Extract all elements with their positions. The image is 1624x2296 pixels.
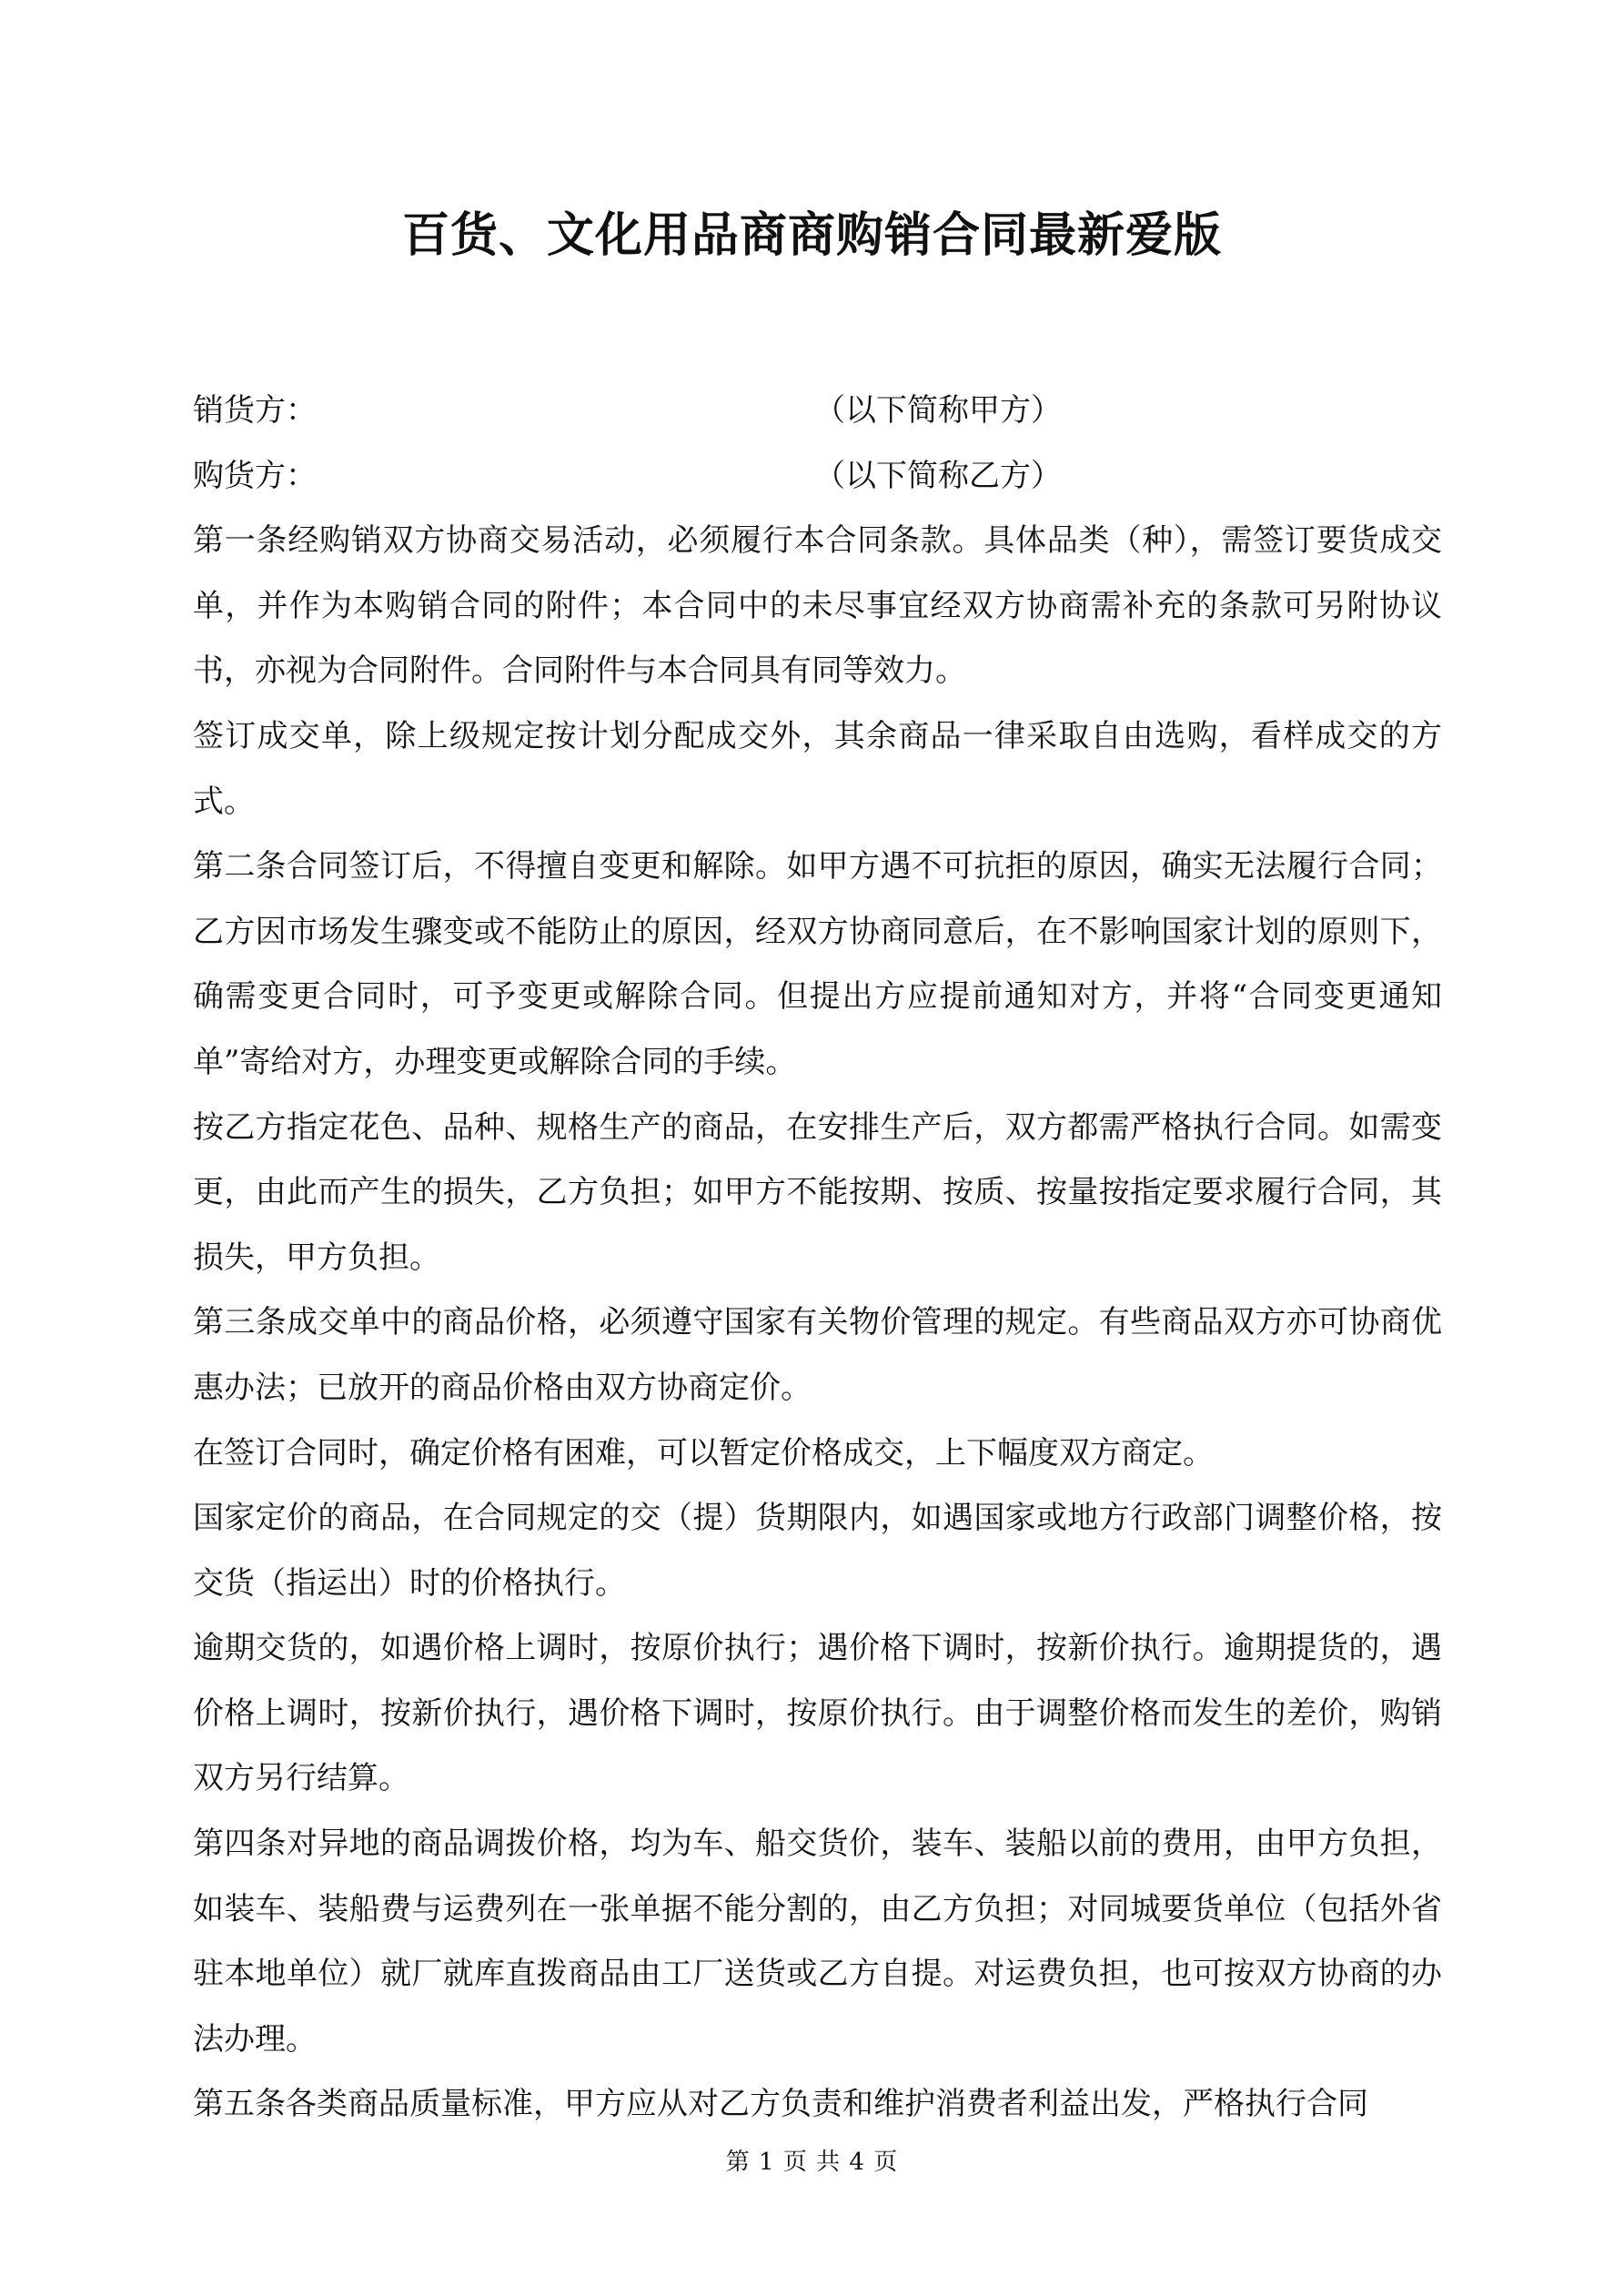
document-title: 百货、文化用品商商购销合同最新爱版 [401, 207, 1222, 263]
party-row-buyer [193, 444, 1442, 510]
paragraph-state-price: 国家定价的商品，在合同规定的交（提）货期限内，如遇国家或地方行政部门调整价格，按交货（指运出）时的价格执行。 [193, 1500, 1442, 1602]
paragraph-article-5: 第五条各类商品质量标准，甲方应从对乙方负责和维护消费者利益出发，严格执行合同 [193, 2086, 1368, 2123]
paragraph-order-method: 签订成交单，除上级规定按计划分配成交外，其余商品一律采取自由选购，看样成交的方式。 [193, 717, 1442, 820]
paragraph-custom-production: 按乙方指定花色、品种、规格生产的商品，在安排生产后，双方都需严格执行合同。如需变更，由此而产生的损失，乙方负担；如甲方不能按期、按质、按量按指定要求履行合同，其损失，甲方负担。 [193, 1108, 1442, 1276]
page-footer: 第 1 页 共 4 页 [725, 2149, 899, 2176]
party-row-seller [193, 379, 1442, 444]
seller-note: （以下简称甲方） [814, 392, 1062, 429]
buyer-label: 购货方： [193, 457, 317, 494]
seller-label: 销货方： [193, 392, 317, 429]
document-body [193, 379, 1442, 2138]
paragraph-article-1: 第一条经购销双方协商交易活动，必须履行本合同条款。具体品类（种），需签订要货成交单，并作为本购销合同的附件；本合同中的未尽事宜经双方协商需补充的条款可另附协议书，亦视为合同附件。合同附件与本合同具有同等效力。 [193, 522, 1442, 690]
paragraph-article-4: 第四条对异地的商品调拨价格，均为车、船交货价，装车、装船以前的费用，由甲方负担，如装车、装船费与运费列在一张单据不能分割的，由乙方负担；对同城要货单位（包括外省驻本地单位）就厂就库直拨商品由工厂送货或乙方自提。对运费负担，也可按双方协商的办法办理。 [193, 1826, 1442, 2058]
paragraph-overdue-price: 逾期交货的，如遇价格上调时，按原价执行；遇价格下调时，按新价执行。逾期提货的，遇价格上调时，按新价执行，遇价格下调时，按原价执行。由于调整价格而发生的差价，购销双方另行结算。 [193, 1630, 1442, 1797]
paragraph-tentative-price: 在签订合同时，确定价格有困难，可以暂定价格成交，上下幅度双方商定。 [193, 1434, 1214, 1472]
paragraph-article-3: 第三条成交单中的商品价格，必须遵守国家有关物价管理的规定。有些商品双方亦可协商优惠办法；已放开的商品价格由双方协商定价。 [193, 1304, 1442, 1406]
buyer-note: （以下简称乙方） [814, 457, 1062, 494]
paragraph-article-2: 第二条合同签订后，不得擅自变更和解除。如甲方遇不可抗拒的原因，确实无法履行合同；乙方因市场发生骤变或不能防止的原因，经双方协商同意后，在不影响国家计划的原则下，确需变更合同时，可予变更或解除合同。但提出方应提前通知对方，并将“合同变更通知单”寄给对方，办理变更或解除合同的手续。 [193, 848, 1442, 1080]
